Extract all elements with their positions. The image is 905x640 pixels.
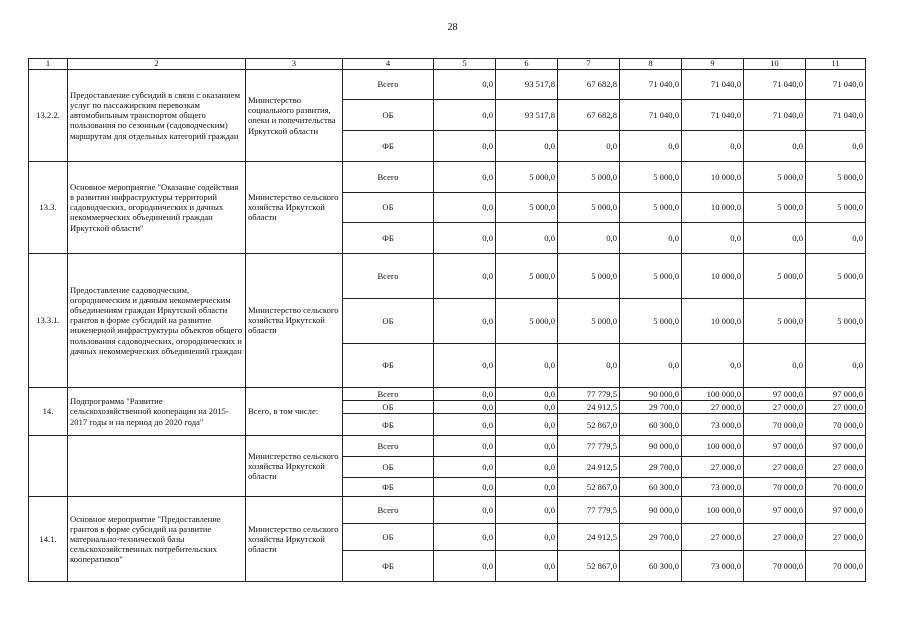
amount-cell: 0,0 [620, 222, 682, 253]
funding-source: ОБ [343, 524, 434, 551]
amount-cell: 0,0 [434, 387, 496, 400]
item-number: 13.3.1. [29, 253, 68, 387]
amount-cell: 71 040,0 [682, 99, 744, 130]
amount-cell: 5 000,0 [806, 192, 866, 222]
funding-source: ОБ [343, 192, 434, 222]
amount-cell: 5 000,0 [558, 253, 620, 298]
amount-cell: 0,0 [496, 130, 558, 161]
header-cell: 6 [496, 59, 558, 70]
amount-cell: 67 682,8 [558, 99, 620, 130]
amount-cell: 0,0 [682, 130, 744, 161]
amount-cell: 70 000,0 [806, 478, 866, 497]
amount-cell: 77 779,5 [558, 497, 620, 524]
amount-cell: 5 000,0 [496, 161, 558, 192]
amount-cell: 60 300,0 [620, 551, 682, 582]
amount-cell: 0,0 [434, 524, 496, 551]
item-description: Основное мероприятие "Оказание содействия в развитии инфраструктуры территорий садоводческих, огороднических и дачных некоммерческих объединений граждан Иркутской области" [68, 161, 246, 253]
responsible-executor: Министерство сельского хозяйства Иркутской области [246, 253, 343, 387]
amount-cell: 93 517,8 [496, 69, 558, 99]
amount-cell: 97 000,0 [806, 497, 866, 524]
item-number [29, 436, 68, 497]
amount-cell: 0,0 [434, 130, 496, 161]
amount-cell: 0,0 [806, 222, 866, 253]
item-description [68, 436, 246, 497]
amount-cell: 0,0 [744, 343, 806, 387]
amount-cell: 0,0 [434, 99, 496, 130]
amount-cell: 90 000,0 [620, 497, 682, 524]
amount-cell: 0,0 [496, 478, 558, 497]
funding-source: ФБ [343, 414, 434, 436]
amount-cell: 0,0 [434, 298, 496, 343]
amount-cell: 0,0 [434, 457, 496, 478]
amount-cell: 27 000,0 [744, 401, 806, 414]
header-cell: 4 [343, 59, 434, 70]
funding-source: Всего [343, 69, 434, 99]
table-row [29, 387, 866, 400]
amount-cell: 70 000,0 [806, 414, 866, 436]
amount-cell: 5 000,0 [806, 298, 866, 343]
amount-cell: 0,0 [558, 343, 620, 387]
responsible-executor: Министерство сельского хозяйства Иркутской области [246, 497, 343, 582]
responsible-executor: Министерство сельского хозяйства Иркутской области [246, 436, 343, 497]
amount-cell: 0,0 [558, 130, 620, 161]
amount-cell: 0,0 [434, 551, 496, 582]
amount-cell: 27 000,0 [744, 457, 806, 478]
item-number: 14. [29, 387, 68, 435]
amount-cell: 27 000,0 [682, 401, 744, 414]
amount-cell: 5 000,0 [620, 161, 682, 192]
amount-cell: 71 040,0 [806, 69, 866, 99]
amount-cell: 27 000,0 [806, 524, 866, 551]
amount-cell: 0,0 [434, 401, 496, 414]
item-number: 14.1. [29, 497, 68, 582]
header-cell: 8 [620, 59, 682, 70]
amount-cell: 100 000,0 [682, 497, 744, 524]
amount-cell: 90 000,0 [620, 387, 682, 400]
amount-cell: 71 040,0 [806, 99, 866, 130]
amount-cell: 0,0 [744, 222, 806, 253]
budget-table [28, 58, 866, 582]
amount-cell: 73 000,0 [682, 551, 744, 582]
funding-source: ФБ [343, 551, 434, 582]
amount-cell: 27 000,0 [806, 401, 866, 414]
amount-cell: 0,0 [496, 222, 558, 253]
header-cell: 9 [682, 59, 744, 70]
funding-source: ФБ [343, 222, 434, 253]
amount-cell: 29 700,0 [620, 457, 682, 478]
amount-cell: 5 000,0 [620, 298, 682, 343]
amount-cell: 97 000,0 [744, 387, 806, 400]
amount-cell: 70 000,0 [806, 551, 866, 582]
header-cell: 2 [68, 59, 246, 70]
amount-cell: 24 912,5 [558, 457, 620, 478]
amount-cell: 27 000,0 [744, 524, 806, 551]
header-cell: 7 [558, 59, 620, 70]
amount-cell: 0,0 [434, 436, 496, 457]
item-description: Подпрограмма "Развитие сельскохозяйственной кооперации на 2015-2017 годы и на период до 2020 года" [68, 387, 246, 435]
amount-cell: 0,0 [496, 436, 558, 457]
funding-source: Всего [343, 253, 434, 298]
amount-cell: 70 000,0 [744, 414, 806, 436]
amount-cell: 0,0 [806, 130, 866, 161]
amount-cell: 0,0 [434, 192, 496, 222]
page-number: 28 [447, 22, 458, 33]
amount-cell: 24 912,5 [558, 524, 620, 551]
amount-cell: 52 867,0 [558, 414, 620, 436]
amount-cell: 100 000,0 [682, 387, 744, 400]
funding-source: ОБ [343, 457, 434, 478]
amount-cell: 0,0 [806, 343, 866, 387]
amount-cell: 71 040,0 [620, 99, 682, 130]
item-description: Предоставление субсидий в связи с оказанием услуг по пассажирским перевозкам автомобильным транспортом общего пользования по сезонным (садоводческим) маршрутам для отдельных категорий граждан [68, 69, 246, 161]
amount-cell: 71 040,0 [682, 69, 744, 99]
amount-cell: 73 000,0 [682, 478, 744, 497]
amount-cell: 67 682,8 [558, 69, 620, 99]
amount-cell: 0,0 [496, 343, 558, 387]
amount-cell: 0,0 [496, 524, 558, 551]
amount-cell: 0,0 [496, 497, 558, 524]
amount-cell: 27 000,0 [682, 457, 744, 478]
amount-cell: 70 000,0 [744, 551, 806, 582]
amount-cell: 60 300,0 [620, 478, 682, 497]
amount-cell: 29 700,0 [620, 524, 682, 551]
amount-cell: 0,0 [620, 130, 682, 161]
funding-source: Всего [343, 497, 434, 524]
amount-cell: 60 300,0 [620, 414, 682, 436]
funding-source: ФБ [343, 130, 434, 161]
amount-cell: 29 700,0 [620, 401, 682, 414]
amount-cell: 77 779,5 [558, 387, 620, 400]
amount-cell: 27 000,0 [682, 524, 744, 551]
amount-cell: 5 000,0 [496, 192, 558, 222]
amount-cell: 10 000,0 [682, 161, 744, 192]
amount-cell: 5 000,0 [744, 253, 806, 298]
header-cell: 3 [246, 59, 343, 70]
header-cell: 10 [744, 59, 806, 70]
amount-cell: 100 000,0 [682, 436, 744, 457]
item-number: 13.3. [29, 161, 68, 253]
table-row [29, 69, 866, 99]
funding-source: ФБ [343, 343, 434, 387]
amount-cell: 27 000,0 [806, 457, 866, 478]
amount-cell: 97 000,0 [806, 436, 866, 457]
amount-cell: 71 040,0 [744, 99, 806, 130]
amount-cell: 5 000,0 [744, 192, 806, 222]
amount-cell: 90 000,0 [620, 436, 682, 457]
item-description: Предоставление садоводческим, огородническим и дачным некоммерческим объединениям граждан Иркутской области грантов в форме субсидий на развитие инженерной инфраструктуры объектов общего пользования садоводческих, огороднических и дачных некоммерческих объединений граждан [68, 253, 246, 387]
amount-cell: 5 000,0 [744, 161, 806, 192]
amount-cell: 24 912,5 [558, 401, 620, 414]
amount-cell: 52 867,0 [558, 478, 620, 497]
item-description: Основное мероприятие "Предоставление грантов в форме субсидий на развитие материально-технической базы сельскохозяйственных потребительских кооперативов" [68, 497, 246, 582]
table-row [29, 497, 866, 524]
header-cell: 11 [806, 59, 866, 70]
amount-cell: 5 000,0 [558, 192, 620, 222]
amount-cell: 0,0 [434, 253, 496, 298]
amount-cell: 0,0 [434, 414, 496, 436]
amount-cell: 97 000,0 [744, 436, 806, 457]
table-row [29, 253, 866, 298]
amount-cell: 10 000,0 [682, 253, 744, 298]
funding-source: ОБ [343, 99, 434, 130]
amount-cell: 73 000,0 [682, 414, 744, 436]
amount-cell: 5 000,0 [620, 253, 682, 298]
amount-cell: 0,0 [496, 387, 558, 400]
amount-cell: 5 000,0 [558, 298, 620, 343]
amount-cell: 0,0 [434, 478, 496, 497]
amount-cell: 5 000,0 [806, 253, 866, 298]
table-row [29, 436, 866, 457]
responsible-executor: Министерство социального развития, опеки и попечительства Иркутской области [246, 69, 343, 161]
header-cell: 1 [29, 59, 68, 70]
amount-cell: 93 517,8 [496, 99, 558, 130]
amount-cell: 5 000,0 [496, 253, 558, 298]
amount-cell: 0,0 [434, 222, 496, 253]
funding-source: ОБ [343, 298, 434, 343]
amount-cell: 0,0 [434, 69, 496, 99]
amount-cell: 52 867,0 [558, 551, 620, 582]
funding-source: Всего [343, 387, 434, 400]
amount-cell: 0,0 [620, 343, 682, 387]
amount-cell: 0,0 [496, 551, 558, 582]
amount-cell: 5 000,0 [744, 298, 806, 343]
amount-cell: 70 000,0 [744, 478, 806, 497]
amount-cell: 5 000,0 [558, 161, 620, 192]
amount-cell: 0,0 [682, 343, 744, 387]
amount-cell: 0,0 [496, 457, 558, 478]
amount-cell: 0,0 [496, 414, 558, 436]
amount-cell: 5 000,0 [620, 192, 682, 222]
amount-cell: 0,0 [434, 497, 496, 524]
amount-cell: 0,0 [434, 161, 496, 192]
amount-cell: 0,0 [496, 401, 558, 414]
responsible-executor: Министерство сельского хозяйства Иркутской области [246, 161, 343, 253]
amount-cell: 77 779,5 [558, 436, 620, 457]
amount-cell: 97 000,0 [806, 387, 866, 400]
header-row [29, 59, 866, 70]
amount-cell: 97 000,0 [744, 497, 806, 524]
amount-cell: 5 000,0 [496, 298, 558, 343]
amount-cell: 0,0 [744, 130, 806, 161]
funding-source: ФБ [343, 478, 434, 497]
amount-cell: 71 040,0 [620, 69, 682, 99]
item-number: 13.2.2. [29, 69, 68, 161]
responsible-executor: Всего, в том числе: [246, 387, 343, 435]
amount-cell: 5 000,0 [806, 161, 866, 192]
amount-cell: 10 000,0 [682, 298, 744, 343]
funding-source: Всего [343, 436, 434, 457]
funding-source: Всего [343, 161, 434, 192]
table-row [29, 161, 866, 192]
amount-cell: 0,0 [558, 222, 620, 253]
amount-cell: 0,0 [434, 343, 496, 387]
amount-cell: 10 000,0 [682, 192, 744, 222]
table-body [29, 59, 866, 582]
amount-cell: 71 040,0 [744, 69, 806, 99]
header-cell: 5 [434, 59, 496, 70]
funding-source: ОБ [343, 401, 434, 414]
amount-cell: 0,0 [682, 222, 744, 253]
